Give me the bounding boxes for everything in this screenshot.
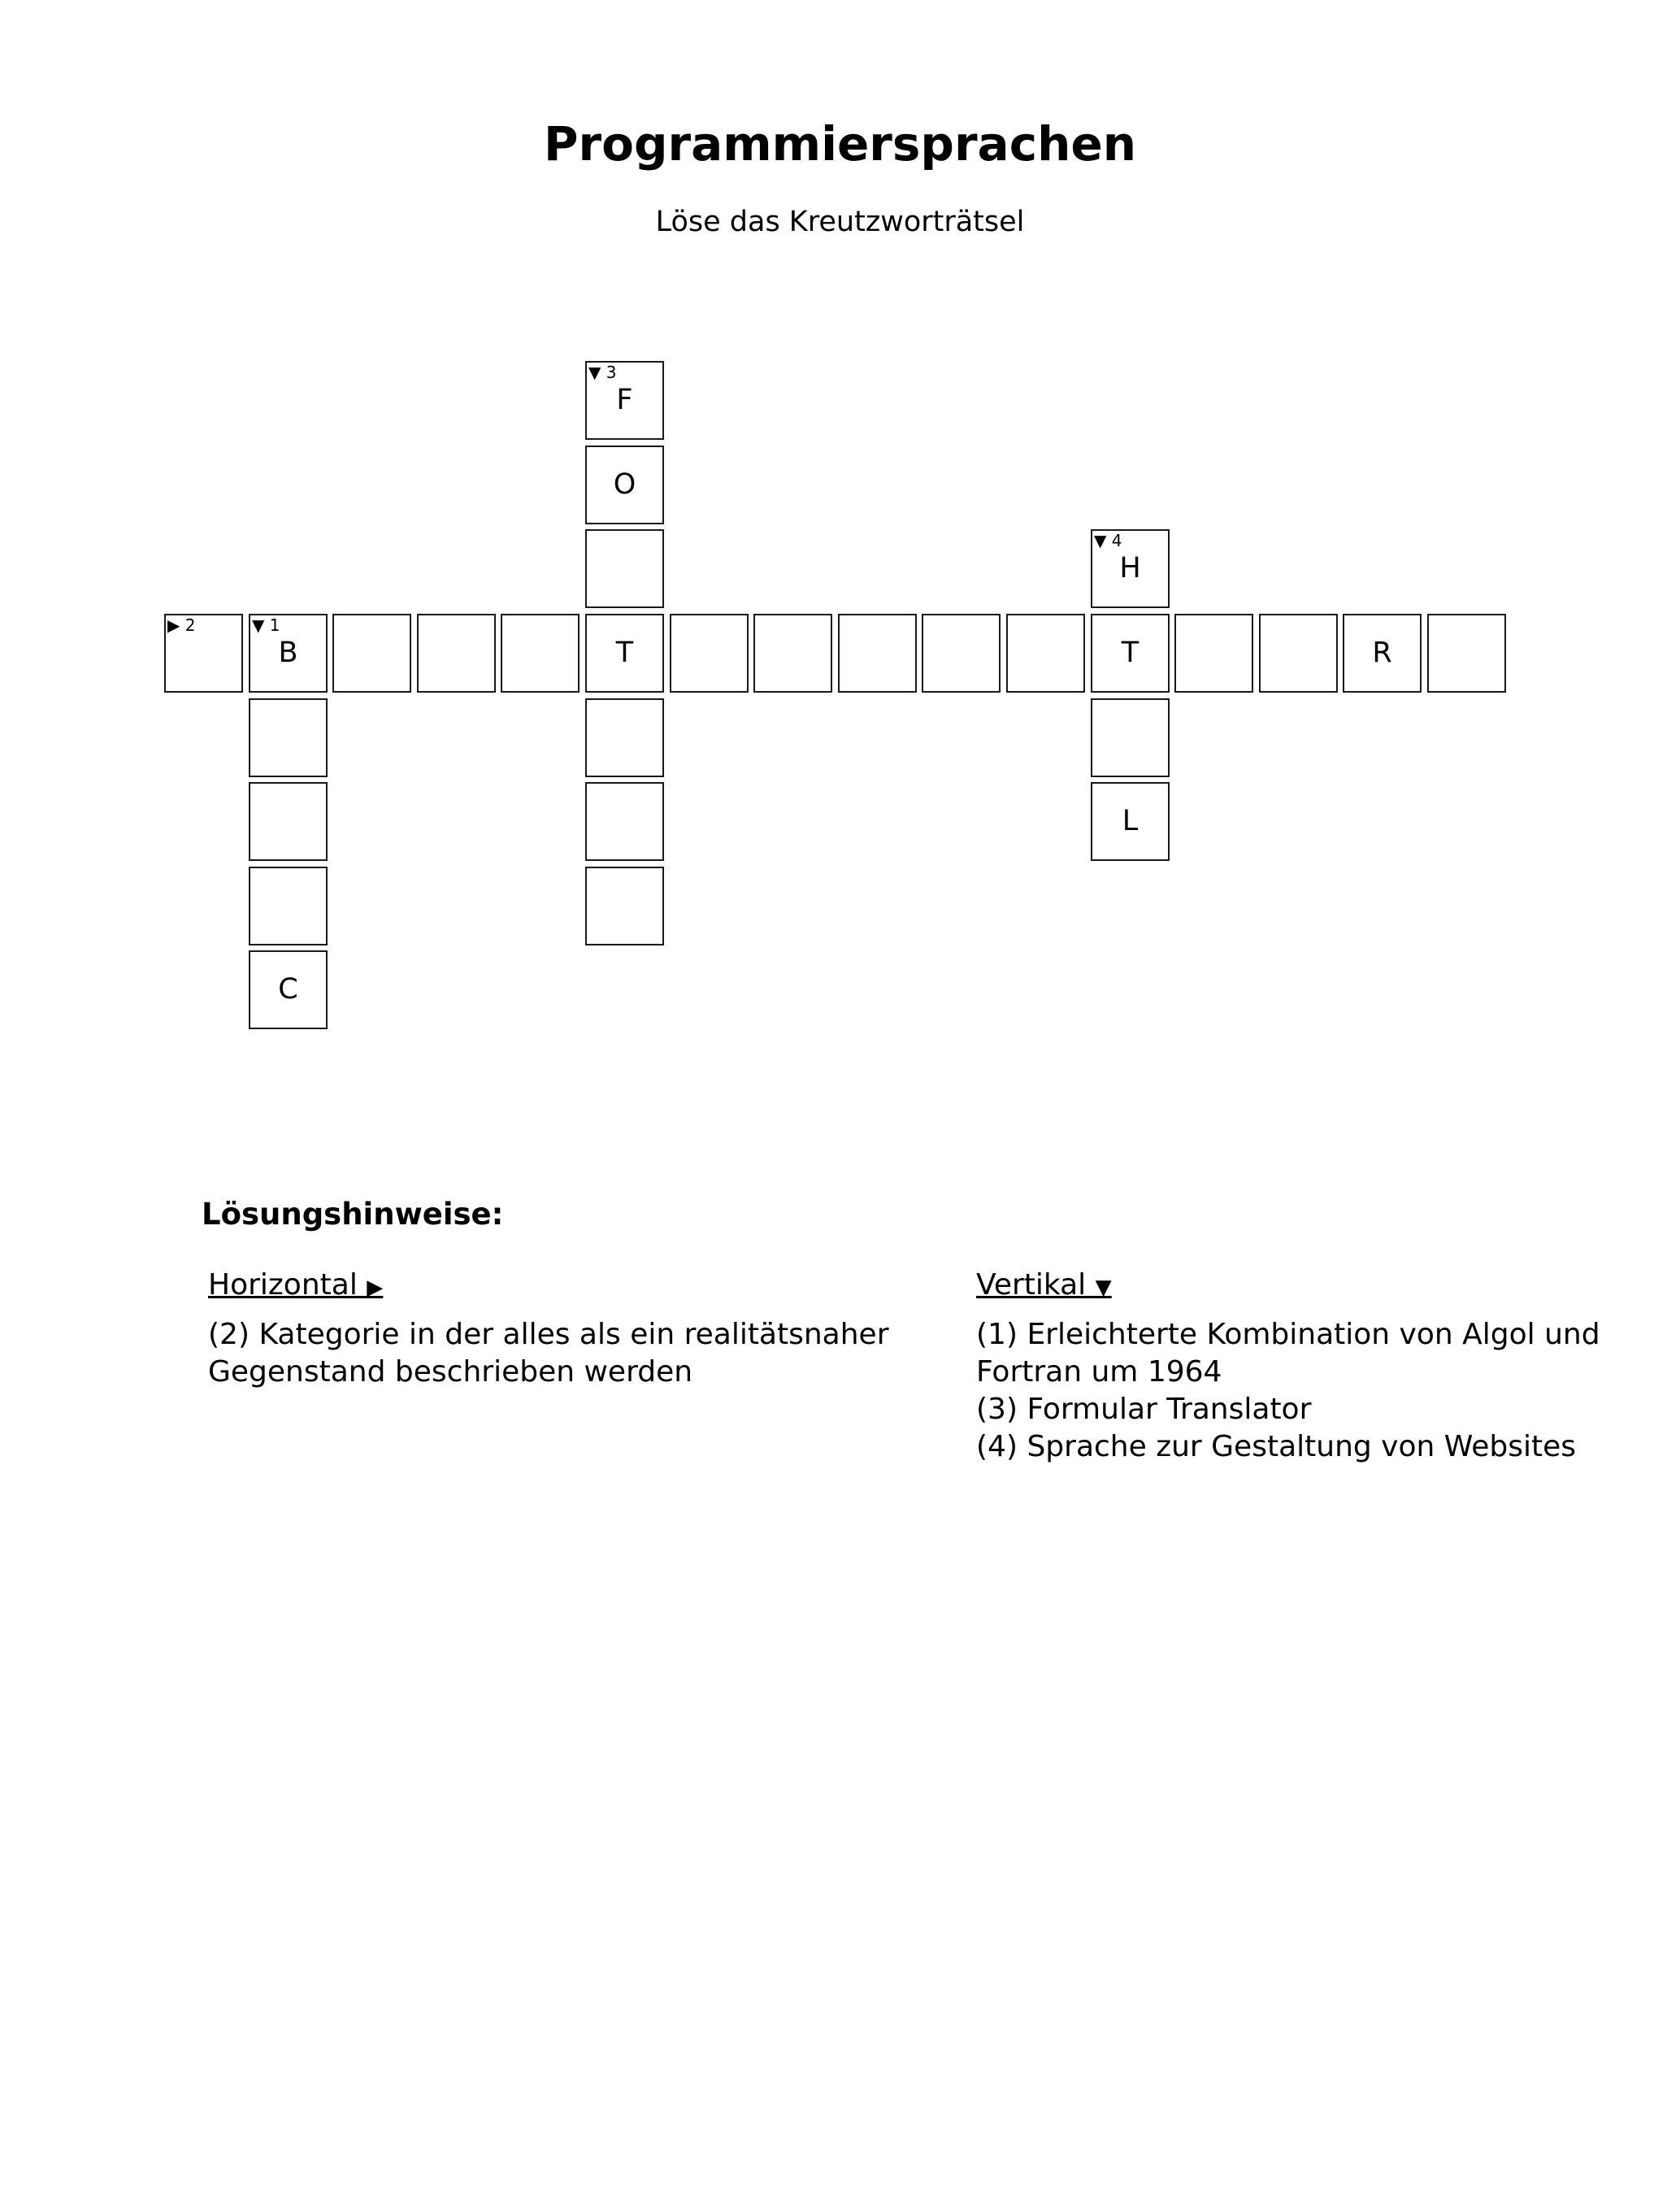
crossword-cell[interactable]	[249, 782, 328, 861]
clue-number-marker: ▼ 1	[252, 615, 280, 635]
crossword-cell[interactable]	[1091, 698, 1170, 777]
cell-letter: H	[1119, 552, 1141, 585]
cell-letter: L	[1122, 805, 1139, 837]
clue-number-marker: ▼ 3	[588, 363, 617, 382]
crossword-grid	[0, 0, 1680, 1057]
cell-letter: R	[1372, 637, 1392, 669]
cell-letter: T	[1121, 637, 1140, 669]
crossword-cell[interactable]	[249, 698, 328, 777]
clues-heading: Lösungshinweise:	[202, 1197, 504, 1232]
crossword-cell[interactable]	[585, 698, 664, 777]
crossword-cell[interactable]	[332, 614, 411, 693]
crossword-cell[interactable]	[585, 529, 664, 608]
cell-letter: O	[613, 468, 636, 501]
clues-horizontal-title	[208, 1268, 907, 1302]
crossword-cell[interactable]	[1259, 614, 1338, 693]
crossword-cell[interactable]	[670, 614, 749, 693]
arrow-right-icon: ▶	[367, 1276, 384, 1300]
crossword-cell[interactable]	[1091, 782, 1170, 861]
crossword-cell[interactable]	[164, 614, 243, 693]
clue-vertical-4: (4) Sprache zur Gestaltung von Websites	[976, 1430, 1577, 1463]
crossword-cell[interactable]	[1006, 614, 1085, 693]
clue-vertical-3: (3) Formular Translator	[976, 1393, 1312, 1426]
crossword-cell[interactable]	[249, 950, 328, 1029]
crossword-cell[interactable]	[1174, 614, 1253, 693]
crossword-cell[interactable]	[249, 614, 328, 693]
clues-vertical	[976, 1268, 1643, 1466]
arrow-down-icon: ▼	[1095, 1276, 1112, 1300]
clues-vertical-title	[976, 1268, 1643, 1302]
crossword-cell[interactable]	[838, 614, 917, 693]
crossword-cell[interactable]	[585, 361, 664, 440]
crossword-cell[interactable]	[417, 614, 496, 693]
crossword-cell[interactable]	[1091, 529, 1170, 608]
cell-letter: T	[615, 637, 634, 669]
clues-vertical-label: Vertikal	[976, 1268, 1087, 1302]
crossword-cell[interactable]	[585, 446, 664, 524]
crossword-cell[interactable]	[1091, 614, 1170, 693]
clue-number-marker: ▶ 2	[167, 615, 196, 635]
crossword-cell[interactable]	[585, 614, 664, 693]
clue-vertical-1: (1) Erleichterte Kombination von Algol und Fortran um 1964	[976, 1318, 1600, 1389]
crossword-cell[interactable]	[249, 867, 328, 945]
cell-letter: C	[278, 973, 298, 1006]
crossword-cell[interactable]	[1427, 614, 1506, 693]
page-subtitle: Löse das Kreutzworträtsel	[655, 206, 1025, 238]
clues-horizontal	[208, 1268, 907, 1391]
cell-letter: F	[616, 384, 633, 416]
crossword-cell[interactable]	[922, 614, 1001, 693]
crossword-cell[interactable]	[585, 782, 664, 861]
crossword-cell[interactable]	[1343, 614, 1422, 693]
clue-number-marker: ▼ 4	[1094, 531, 1122, 550]
clues-horizontal-label: Horizontal	[208, 1268, 358, 1302]
page-title: Programmiersprachen	[544, 116, 1136, 172]
clue-horizontal-2: (2) Kategorie in der alles als ein realitätsnaher Gegenstand beschrieben werden	[208, 1318, 889, 1389]
cell-letter: B	[278, 637, 298, 669]
crossword-cell[interactable]	[585, 867, 664, 945]
crossword-cell[interactable]	[501, 614, 580, 693]
crossword-cell[interactable]	[753, 614, 832, 693]
